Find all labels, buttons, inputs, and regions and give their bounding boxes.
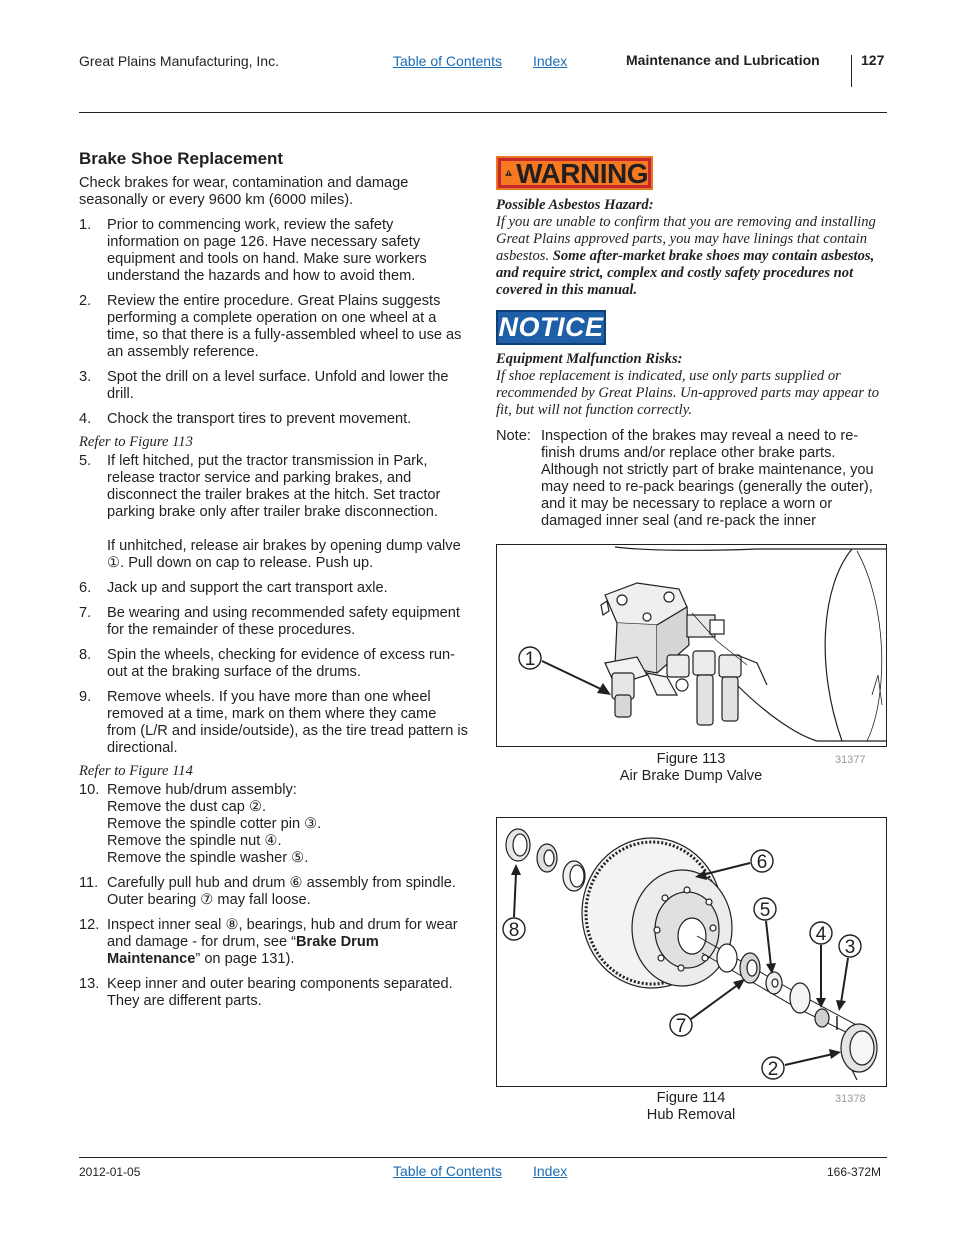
callout-3-leader (841, 958, 848, 1003)
figure-114-id: 31378 (835, 1093, 866, 1105)
left-column (79, 175, 469, 1018)
notice-label: NOTICE (498, 312, 604, 342)
list-item (79, 411, 469, 428)
step-10-line: Remove the dust cap ②. (107, 799, 267, 815)
warning-bold-text: Some after-market brake shoes may contain asbestos, and require strict, complex and costly safety procedures not covered in this manual. (496, 248, 875, 298)
list-item (79, 580, 469, 597)
warning-banner (496, 156, 653, 190)
footer-date: 2012-01-05 (79, 1165, 141, 1179)
step-text: Review the entire procedure. Great Plains suggests performing a complete operation on one wheel at a time, so that there is a fully-assembled wheel to use as an assembly reference. (107, 293, 462, 360)
step-text: Spot the drill on a level surface. Unfold and lower the drill. (107, 369, 449, 402)
steps-list-a (79, 217, 469, 428)
list-item (79, 605, 469, 639)
step-number: 2. (79, 293, 92, 309)
step-10-line: Remove the spindle washer ⑤. (107, 850, 309, 866)
step-10 (79, 782, 469, 867)
step-10-line: Remove hub/drum assembly: (107, 782, 297, 798)
step-text: Prior to commencing work, review the safety information on page 126. Have necessary safety equipment and tools on hand. Make sure workers understand the hazards and how to avoid them. (107, 217, 427, 284)
callout-4-arrowhead (816, 998, 826, 1008)
callout-2-arrowhead (829, 1049, 841, 1059)
footer-index-link[interactable]: Index (533, 1163, 568, 1179)
step-5 (79, 453, 469, 572)
step-number: 8. (79, 647, 92, 663)
header-rule (79, 112, 887, 113)
step-text: Chock the transport tires to prevent movement. (107, 411, 412, 427)
figure-114-frame (496, 817, 887, 1087)
callout-8-label: 8 (508, 920, 520, 941)
callout-7-label: 7 (675, 1016, 687, 1037)
callout-2-label: 2 (767, 1059, 779, 1080)
callout-1-label: 1 (524, 649, 536, 670)
step-number: 11. (79, 875, 99, 891)
step-text: Remove wheels. If you have more than one wheel removed at a time, mark on them where they came from (L/R and inside/outside), as the tire tread pattern is directional. (107, 689, 468, 756)
figure-113-id: 31377 (835, 754, 866, 766)
refer-figure-114: Refer to Figure 114 (79, 763, 193, 779)
callout-6-label: 6 (756, 852, 768, 873)
callout-1-leader (542, 661, 605, 691)
list-item (79, 976, 469, 1010)
step-number: 10. (79, 782, 100, 798)
warning-label: WARNING (516, 157, 648, 189)
list-item (79, 369, 469, 403)
header-index-link[interactable]: Index (533, 53, 568, 69)
callout-8-arrowhead (511, 864, 521, 875)
figure-113-caption: Air Brake Dump Valve (619, 768, 763, 784)
list-item (79, 782, 469, 867)
step-number: 4. (79, 411, 92, 427)
figure-114-caption: Hub Removal (646, 1107, 736, 1123)
warning-triangle-icon (505, 162, 512, 184)
step-number: 9. (79, 689, 92, 705)
figure-114-number: Figure 114 (656, 1090, 726, 1106)
callout-7-arrowhead (733, 979, 745, 990)
figure-113-number: Figure 113 (656, 751, 726, 767)
notice-message (496, 351, 888, 419)
refer-figure-113: Refer to Figure 113 (79, 434, 193, 450)
callout-3-label: 3 (844, 937, 856, 958)
company-name: Great Plains Manufacturing, Inc. (79, 53, 279, 69)
section-title: Maintenance and Lubrication (626, 52, 820, 68)
callout-3-arrowhead (836, 1000, 846, 1011)
step-text: Spin the wheels, checking for evidence of excess run-out at the braking surface of the drums. (107, 647, 456, 680)
callout-2-leader (785, 1054, 833, 1065)
notice-title: Equipment Malfunction Risks: (496, 351, 683, 367)
step-text: Be wearing and using recommended safety equipment for the remainder of these procedures. (107, 605, 460, 638)
callout-4-label: 4 (815, 924, 827, 945)
step-text: Inspect inner seal ⑧, bearings, hub and drum for wear and damage - for drum, see “ (107, 917, 458, 950)
intro-paragraph: Check brakes for wear, contamination and damage seasonally or every 9600 km (6000 miles). (79, 175, 409, 208)
cross-reference: Brake Drum Maintenance (107, 934, 379, 967)
warning-title: Possible Asbestos Hazard: (496, 197, 654, 213)
step-number: 6. (79, 580, 92, 596)
warning-body (496, 214, 888, 299)
note-label: Note: (496, 428, 531, 444)
list-item (79, 689, 469, 757)
figure-113-frame (496, 544, 887, 747)
callout-5-label: 5 (759, 900, 771, 921)
list-item (79, 875, 469, 909)
step-text: Keep inner and outer bearing components separated. They are different parts. (107, 976, 453, 1009)
step-number: 12. (79, 917, 100, 933)
note-text: Inspection of the brakes may reveal a need to re-finish drums and/or replace other brake parts. Although not strictly part of brake maintenance, you may need to re-pack bearings (generally the outer), and it may be necessary to replace a worn or damaged inner seal (and re-pack the inner (541, 428, 874, 529)
step-text: ” on page 131). (195, 951, 295, 967)
step-number: 3. (79, 369, 92, 385)
steps-list-b (79, 580, 469, 757)
page-number: 127 (861, 52, 885, 68)
steps-11-13 (79, 875, 469, 1010)
callout-5-leader (766, 921, 771, 966)
list-item (79, 917, 469, 968)
list-item (79, 647, 469, 681)
list-item (79, 293, 469, 361)
step-10-lines (107, 782, 469, 867)
hub-removal-illustration (497, 818, 886, 1086)
footer-rule (79, 1157, 887, 1158)
list-item (79, 217, 469, 285)
section-heading: Brake Shoe Replacement (79, 149, 284, 168)
step-text: If left hitched, put the tractor transmission in Park, release tractor service and parking brakes, and disconnect the trailer brakes at the hitch. Set tractor parking brake only after trailer brake disconnection. (107, 453, 441, 520)
air-brake-dump-valve-illustration (497, 545, 886, 746)
callout-7-leader (691, 984, 739, 1019)
list-item (79, 453, 469, 572)
step-text: Carefully pull hub and drum ⑥ assembly from spindle. Outer bearing ⑦ may fall loose. (107, 875, 456, 908)
step-number: 1. (79, 217, 92, 233)
notice-banner (496, 310, 606, 345)
footer-toc-link[interactable]: Table of Contents (393, 1163, 502, 1179)
warning-text: If you are unable to confirm that you are removing and installing Great Plains approved parts, you may have linings that contain asbestos. (496, 214, 876, 264)
step-10-line: Remove the spindle cotter pin ③. (107, 816, 322, 832)
header-toc-link[interactable]: Table of Contents (393, 53, 502, 69)
step-number: 7. (79, 605, 92, 621)
warning-message (496, 197, 888, 299)
step-10-line: Remove the spindle nut ④. (107, 833, 282, 849)
step-text: Jack up and support the cart transport axle. (107, 580, 388, 596)
footer-doc-number: 166-372M (827, 1165, 882, 1179)
callout-8-leader (514, 873, 516, 917)
step-number: 5. (79, 453, 92, 469)
step-text-unhitched: If unhitched, release air brakes by opening dump valve ①. Pull down on cap to release. Push up. (107, 538, 461, 571)
notice-body: If shoe replacement is indicated, use only parts supplied or recommended by Great Plains. Un-approved parts may appear to fit, but will not function correctly. (496, 368, 880, 418)
header-divider (851, 55, 852, 87)
step-number: 13. (79, 976, 100, 992)
